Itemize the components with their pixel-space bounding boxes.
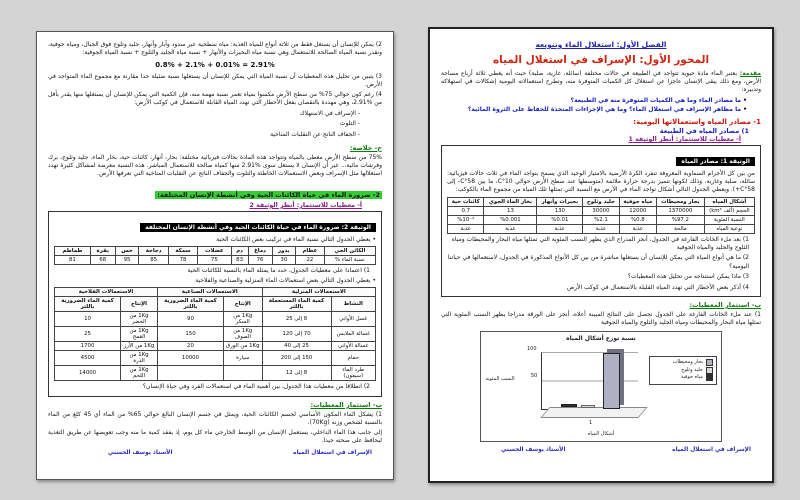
chart-plot (519, 346, 649, 428)
table-cell: 1Kg من اللحم (121, 366, 158, 381)
risk-item-3: - الجفاف الناتج عن التقلبات المناخية (270, 130, 360, 138)
table-cell: 83 (231, 256, 248, 265)
conclusion-heading: ج- خلاصة: (349, 143, 382, 152)
table-cell: الإنتاج (121, 297, 158, 312)
document-1-question-3: 3) ماذا يمكن استنتاجه من تحليل هذه المعطيات؟ (627, 273, 749, 281)
table-cell: مياه جوفية (619, 197, 656, 206)
table-cell: كمية الماء الضرورية باللتر (157, 297, 223, 312)
document-1-title: الوثيقة 1: مصادر المياه (676, 157, 755, 166)
table-cell: بحيرات وأنهار (537, 197, 583, 206)
bar-ice-snow (581, 405, 595, 408)
document-1-question-2: 2) ما هي أنواع المياه التي يمكن للإنسان أن يستغلها مباشرة من بين كل الأنواع المذكورة في الجدول، لاستعمالها في حياتنا اليومية؟ (447, 254, 749, 270)
table-cell: بحار ومحيطات (656, 197, 704, 206)
table-cell: نسبة الماء % (324, 256, 375, 265)
table-cell: الإنتاج (223, 297, 262, 312)
table-cell: خس (115, 247, 139, 256)
table-cell: 75 (198, 256, 232, 265)
introduction-label: مقدمة: (739, 70, 761, 77)
table-cell: مالحة (656, 224, 704, 233)
introduction (441, 70, 761, 94)
table-cell: عذبة (537, 224, 583, 233)
page-2 (36, 31, 394, 480)
table-cell: نوعية المياه (704, 224, 754, 233)
document-1-question-1: 1) بعد ملء الخانات الفارغة في الجدول، أنجز المدراج الذي يظهر النسب المئوية التي تمثلها مياه البحار والمحيطات ومياه الثلوج والجليد والمياه الجوفية (451, 235, 749, 251)
table-cell: 20 (157, 342, 223, 351)
table-cell: طرد الماء (سيفون) (331, 366, 375, 381)
table-cell: سمكة (169, 247, 198, 256)
table-cell: دجاجة (139, 247, 169, 256)
table-cell: غسالة الملابس (331, 327, 375, 342)
table-cell: 150 إلى 200 (262, 351, 331, 366)
table-cell (223, 366, 262, 381)
table-cell: 13 (484, 206, 537, 215)
table-cell: %0.8 (619, 215, 656, 224)
table-cell: بقرة (90, 247, 115, 256)
table-cell: طماطم (55, 247, 91, 256)
table-cell: 1Kg من الذرة (121, 351, 158, 366)
document-1-box (441, 145, 761, 297)
page-2-content (37, 32, 393, 463)
footer-lesson-title: الإسراف في استغلال المياه (672, 447, 751, 454)
table-cell: 85 (139, 256, 169, 265)
paragraph-exploitable-types: 2) يمكن للإنسان أن يستغل فقط من ثلاثة أنواع للمياه العذبة: مياه سطحية عبر سدود وآبار وأنهار، جليد وثلوج فوق الجبال، ومياه جوفية، وتقدر نسبة المياه الصالحة للاستعمال وهي نسبة مياه البحيرات والأنهار + نسبة مياه الجليد والثلوج + نسبة المياه الجوفية: (48, 41, 382, 57)
invest-heading-right: ب- استثمار المعطيات: (689, 300, 761, 309)
axis-title: المحور الأول: الإسراف في استغلال المياه (492, 54, 710, 66)
table-cell: 95 (115, 256, 139, 265)
table-cell: 8 إلى 12 (262, 366, 331, 381)
paragraph-risks: 4) رغم كون حوالي 75% من سطح الأرض مكسوا بمياه تغمر نسبة مهمة منه، فإن الكمية التي يمكن للإنسان أن يستغلها منها يقدر بأقل من %2.91، وهي مهددة بالنقصان بفعل الأخطار التي تهدد المياه القابلة للاستعمال في كوكب الأرض: (48, 91, 382, 107)
document-2-bullet-2: • يعطي الجدول التالي بعض استعمالات الماء المنزلية والصناعية والفلاحية (195, 277, 376, 285)
table-cell: عظام (296, 247, 324, 256)
table-cell: 76 (248, 256, 272, 265)
x-tick-1: 1 (589, 420, 593, 427)
legend-swatch-ice-icon (706, 367, 713, 374)
table-cell: عذبة (448, 224, 484, 233)
section2-data-label: أ- معطيات للاستثمار: أنظر الوثيقة 2 (249, 201, 362, 209)
invest-paragraph-2: إلى جانب هذا الماء الداخلي، يستعمل الإنسان من الوسط الخارجي ماء كل يوم، إذ يفقد كمية ما منه وجب تعويضها عن طريق التغذية ليحافظ على صحته جيدا. (48, 429, 382, 445)
risk-item-2: - التلوث (339, 120, 360, 128)
table-cell: 81 (55, 256, 91, 265)
table-cell: 150 (157, 327, 223, 342)
table-cell: %0.001 (484, 215, 537, 224)
table-cell: 78 (169, 256, 198, 265)
water-distribution-chart (480, 331, 722, 442)
introduction-text: يعتبر الماء مادة حيوية تتواجد في الطبيعة في حالات مختلفة (سائلة، غازية، صلبة) حيث أنه يغطي ثلاثة أرباع مساحة الأرض، ومع ذلك يبقى الإنسان عاجزا عن استغلال كل الكميات المتوفرة منه، وتطرح استعمالاته اليومية إشكالات في استهلاكه وتدبيره: (441, 70, 761, 94)
table-cell: عذبة (619, 224, 656, 233)
bar-seas-oceans (603, 353, 620, 409)
table-cell: الاستعمالات الفلاحية (55, 288, 158, 297)
legend-label-groundwater: مياه جوفية (680, 374, 703, 381)
table-cell (157, 366, 223, 381)
water-uses-table (54, 287, 376, 381)
percentage-formula: 0.8% + 2.1% + 0.01% = 2.91% (155, 61, 275, 70)
document-1-text: من بين كل الأجرام السماوية المعروفة تنفرد الكرة الأرضية بالامتياز الوحيد الذي يسمح بتواجد الماء في ثلاث حالات فيزيائية: سائلة، صلبة وغازية، وذلك لكونها تتميز بدرجة حرارة ملائمة (متوسطها عند سطح الأرض حوالي 10°C، ما بين 58°C- إلى 58°C+). ويعطي الجدول التالي أشكال تواجد الماء في الأرض مع النسبة التي تمثلها تلك المياه من مجموع الماء بالكوكب: (447, 170, 756, 194)
table-cell: أشكال المياه (704, 197, 754, 206)
table-cell: النشاط (331, 297, 375, 312)
table-cell: 1Kg من القمح (121, 327, 158, 342)
document-2-bullet-1: • يعطي الجدول التالي نسبة الماء في تركيب بعض الكائنات الحية (216, 235, 376, 243)
table-cell: 10 (55, 312, 121, 327)
chart-area (485, 344, 717, 430)
table-cell: 25 إلى 40 (262, 342, 331, 351)
conclusion-text: 75% من سطح الأرض مغطى بالمياه وتتواجد هذه المادة بحالات فيزيائية مختلفة: بحار، أنهار، كائنات حية، بخار الماء، جليد وثلوج، برك وفرشات مائية... غير أن الإنسان لا يستغل سوى %2.91 منها كمياه صالحة للاستعمال المباشر. هذه النسبة معرضة لمشاكل كثيرة تهدد استغلالها مثل الإسراف وبعض الاستعمالات الخاطئة والتلوث والجفاف الناتج عن التقلبات المناخية التي تعرفها الأرض. (48, 153, 382, 177)
section1-data-label: أ- معطيات للاستثمار: أنظر الوثيقة 1 (628, 136, 741, 144)
table-cell: كائنات حية (448, 197, 484, 206)
risk-item-1: - الإسراف في الاستهلاك (299, 109, 360, 117)
table-cell: الكائن الحي (324, 247, 375, 256)
chapter-title: الفصل الأول: استغلال الماء وتنويعه (535, 40, 667, 49)
page-1-content (430, 29, 772, 460)
table-cell: %0.01 (537, 215, 583, 224)
guiding-question-2: • ما مظاهر الإسراف في استغلال الماء؟ وما هي الإجراءات المتخذة للحفاظ على الثروة المائية؟ (441, 105, 747, 114)
document-2-title: الوثيقة 2: ضرورة الماء في حياة الكائنات الحية وفي أنشطة الإنسان المختلفة (140, 223, 376, 232)
document-1-question-4: 4) أذكر بعض الأخطار التي تهدد المياه القليلة بالاستعمال في كوكب الأرض (567, 283, 749, 291)
table-cell: غسالة الأواني (331, 342, 375, 351)
table-cell: %10⁻⁴ (448, 215, 484, 224)
chart-legend (649, 356, 717, 385)
legend-swatch-groundwater-icon (706, 374, 713, 381)
table-cell: كمية الماء المستعملة باللتر (262, 297, 331, 312)
table-cell: حمام (331, 351, 375, 366)
invest-text-right: 1) عند ملء الخانات الفارغة على الجدول نحصل على النتائج المبينة أعلاه، أنجز على الورقة مدراجا يظهر النسب المئوية التي تمثلها مياه البحار والمحيطات ومياه الجليد والثلوج والمياه الجوفية (441, 310, 761, 326)
table-cell: 1700 (55, 342, 121, 351)
table-cell: كمية الماء الضرورية باللتر (55, 297, 121, 312)
table-cell: 90 (157, 312, 223, 327)
legend-label-ice: جليد وثلوج (681, 366, 703, 373)
table-cell: 1Kg من الورق (223, 342, 262, 351)
section1-heading: 1- مصادر المياه واستعمالاتها اليومية: (633, 118, 761, 127)
table-cell: دماغ (248, 247, 272, 256)
table-cell: 0.7 (448, 206, 484, 215)
paragraph-analysis: 3) يتبين من تحليل هذه المعطيات أن نسبة المياه التي يمكن للإنسان أن يستغلها نسبة ضئيلة جدا مقارنة مع مجموع الماء المتواجد في الأرض. (48, 73, 382, 89)
water-sources-table (447, 197, 755, 234)
table-cell: جليد وثلوج (583, 197, 619, 206)
table-cell: 1Kg من الصوف (223, 327, 262, 342)
table-cell: 1Kg من الخضر (121, 312, 158, 327)
footer-lesson-title: الإسراف في استغلال المياه (293, 450, 372, 457)
table-cell: 14000 (55, 366, 121, 381)
chart-floor (540, 407, 647, 418)
document-2-question-1: 1) اعتمادا على معطيات الجدول، حدد ما يمثله الماء بالنسبة للكائنات الحية (187, 267, 370, 274)
table-cell: 22 (296, 256, 324, 265)
table-cell: بذور (272, 247, 296, 256)
document-2-question-2: 2) انطلاقا من معطيات هذا الجدول، بين أهمية الماء في استعمالات الفرد وفي حياة الإنسان؟ (142, 383, 370, 391)
guiding-questions (441, 96, 747, 114)
table-cell: الاستعمالات الصناعية (157, 288, 262, 297)
table-cell: 1Kg من السكر (223, 312, 262, 327)
table-cell: دم (231, 247, 248, 256)
table-cell: عذبة (484, 224, 537, 233)
page-1-footer (441, 444, 761, 453)
legend-item-seas (653, 359, 713, 367)
table-cell: 70 إلى 120 (262, 327, 331, 342)
chart-x-axis-label: أشكال المياه (587, 431, 615, 438)
footer-author: الأستاذ يوسف الحسني (108, 450, 173, 457)
organisms-water-table (54, 246, 376, 265)
legend-label-seas: بحار ومحيطات (672, 359, 703, 366)
bar-groundwater (561, 404, 577, 407)
table-cell: %2.1 (583, 215, 619, 224)
table-cell: %97.2 (656, 215, 704, 224)
legend-item-groundwater (653, 374, 713, 382)
page-2-footer (48, 447, 382, 456)
table-cell: 12000 (619, 206, 656, 215)
y-tick-100: 100 (527, 346, 537, 353)
table-cell: سيارة (223, 351, 262, 366)
table-cell: 130 (537, 206, 583, 215)
table-cell: 25 (55, 327, 121, 342)
table-cell: 30000 (583, 206, 619, 215)
table-cell: 30 (272, 256, 296, 265)
table-cell: غسل الأواني (331, 312, 375, 327)
page-1 (428, 27, 774, 483)
section1-subheading: 1) مصادر المياه في الطبيعة (659, 127, 749, 136)
table-cell: الحجم (ألف km³) (704, 206, 754, 215)
table-cell: الاستعمالات المنزلية (262, 288, 375, 297)
invest-paragraph-1: 1) يشكل الماء المكون الأساسي لجسم الكائنات الحية، ويمثل في جسم الإنسان البالغ حوالي 65% من الماء أي 45 كلغ من الماء بالنسبة لشخص وزنه (70Kg). (48, 410, 382, 426)
chart-title: نسبة توزع أشكال المياه (566, 335, 636, 343)
table-cell: بخار الماء الجوي (484, 197, 537, 206)
section2-heading: 2- ضرورة الماء في حياة الكائنات الحية وفي أنشطة الإنسان المختلفة: (157, 190, 380, 199)
document-2-box (48, 211, 382, 397)
table-cell: عضلات (198, 247, 232, 256)
table-cell: 68 (90, 256, 115, 265)
table-cell: النسبة المئوية (704, 215, 754, 224)
legend-swatch-seas-icon (706, 359, 713, 366)
legend-item-ice (653, 367, 713, 375)
table-cell: 1Kg من الأرز (121, 342, 158, 351)
chart-y-axis-label: النسب المئوية (485, 376, 515, 383)
guiding-question-1: • ما مصادر الماء وما هي الكميات المتوفرة منه في الطبيعة؟ (441, 96, 747, 105)
footer-author: الأستاذ يوسف الحسني (501, 447, 566, 454)
table-cell: 1370000 (656, 206, 704, 215)
table-cell: 4500 (55, 351, 121, 366)
invest-heading-left: ب- استثمار المعطيات: (310, 400, 382, 409)
chart-back-wall (541, 352, 638, 410)
y-tick-50: 50 (531, 373, 538, 380)
table-cell: عذبة (583, 224, 619, 233)
table-cell: 8 إلى 25 (262, 312, 331, 327)
table-cell: 10000 (157, 351, 223, 366)
